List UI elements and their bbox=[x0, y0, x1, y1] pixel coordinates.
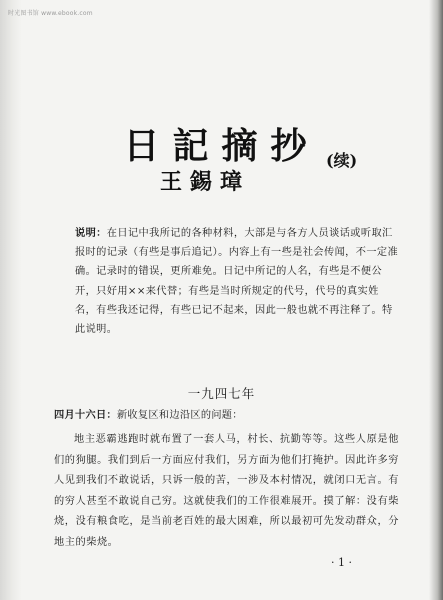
year-heading: 一九四七年 bbox=[187, 386, 256, 401]
title-suffix: (续) bbox=[326, 151, 358, 170]
note-label: 说明： bbox=[75, 227, 107, 239]
page-number: · 1 · bbox=[331, 556, 352, 569]
watermark: 时光图书馆 www.ebook.com bbox=[8, 10, 93, 17]
editor-note bbox=[75, 224, 399, 339]
page-title: 日記摘抄 bbox=[123, 125, 320, 167]
author-name: 王錫璋 bbox=[160, 169, 251, 195]
page-right-edge bbox=[429, 0, 443, 600]
diary-entry-body: 地主恶霸逃跑时就布置了一套人马，村长、抗勤等等。这些人原是他们的狗腿。我们到后一方面应付我们，另方面为他们打掩护。因此许多穷人见到我们不敢说话，只诉一般的苦，一涉及本村情况，就闭口无言。有的穷人甚至不敢说自己穷。这就使我们的工作很难展开。摸了解：没有柴烧，没有粮食吃，是当前老百姓的最大困难，所以最初可先发动群众，分地主的柴烧。 bbox=[54, 434, 399, 548]
diary-entry-heading bbox=[54, 405, 399, 426]
note-text: 在日记中我所记的各种材料，大部是与各方人员谈话或听取汇报时的记录（有些是事后追记）。内容上有一些是社会传闻，不一定准确。记录时的错误，更所难免。日记中所记的人名，有些是不便公开，只好用××来代替；有些是当时所规定的代号，代号的真实姓名，有些我还记得，有些已记不起来，因此一般也就不再注释了。特此说明。 bbox=[75, 228, 399, 336]
page-left-edge bbox=[0, 0, 22, 600]
entry-date: 四月十六日： bbox=[54, 409, 117, 421]
entry-topic: 新收复区和边沿区的问题： bbox=[116, 410, 243, 421]
